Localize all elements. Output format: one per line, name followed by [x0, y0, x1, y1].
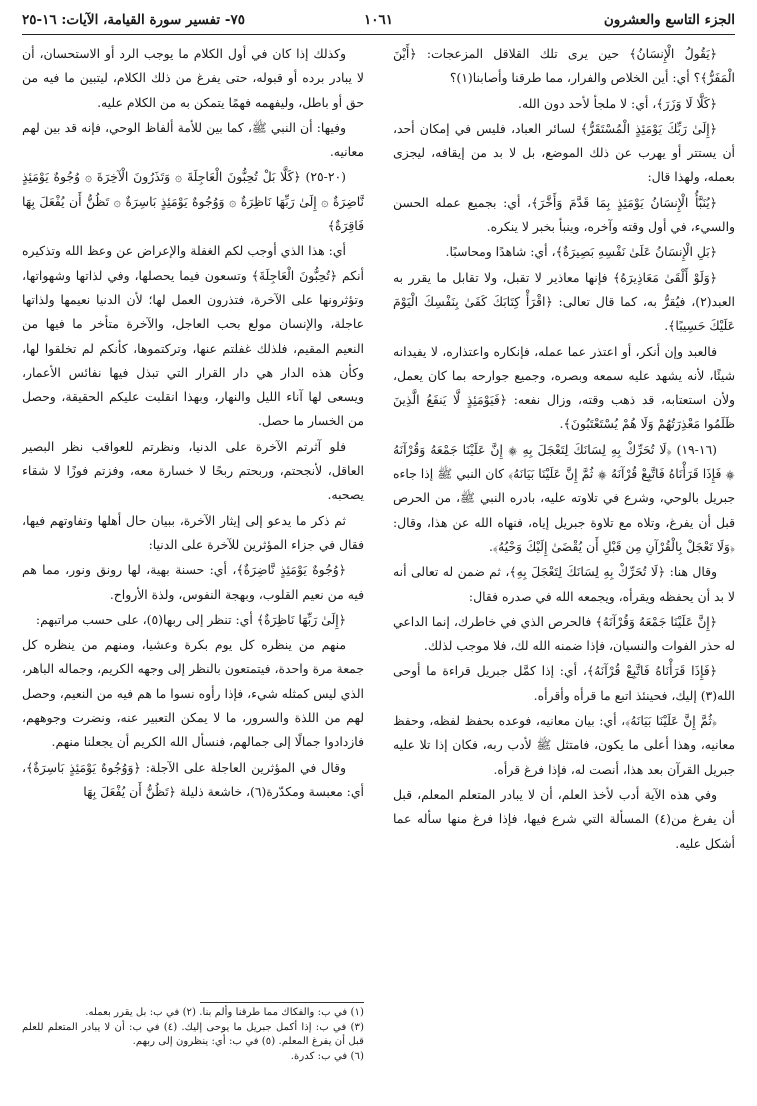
- paragraph: ﴿بَلِ الْإِنسَانُ عَلَىٰ نَفْسِهِ بَصِيرَةٌ﴾، أي: شاهدًا ومحاسبًا.: [445, 244, 717, 260]
- header-rule: [22, 34, 735, 35]
- paragraph: ﴿كَلَّا لَا وَزَرَ﴾، أي: لا ملجأ لأحد دون الله.: [518, 95, 717, 111]
- paragraph: ﴿يُنَبَّأُ الْإِنسَانُ يَوْمَئِذٍ بِمَا قَدَّمَ وَأَخَّرَ﴾، أي: بجميع عمله الحسن والسيء، في أول وقته وآخره، وينبأ بخبر لا ينكره.: [393, 194, 735, 235]
- paragraph: فلو آثرتم الآخرة على الدنيا، ونظرتم للعواقب نظر البصير العاقل، لأنجحتم، وربحتم ربحًا لا خسارة معه، وفزتم فوزًا لا شقاء يصحبه.: [22, 438, 364, 503]
- page-header: [22, 10, 735, 32]
- paragraph: (١٦-١٩) ﴿لَا تُحَرِّكْ بِهِ لِسَانَكَ لِتَعْجَلَ بِهِ ۞ إِنَّ عَلَيْنَا جَمْعَهُ وَقُرْآنَهُ ۞ فَإِذَا قَرَأْنَاهُ فَاتَّبِعْ قُرْآنَهُ ۞ ثُمَّ إِنَّ عَلَيْنَا بَيَانَهُ﴾ كان النبي ﷺ إذا جاءه جبريل بالوحي، وشرع في تلاوته عليه، بادره النبي ﷺ، من الحرص قبل أن يفرغ، وتلاه مع تلاوة جبريل إياه، فنهاه الله عن هذا، وقال: ﴿وَلَا تَعْجَلْ بِالْقُرْآنِ مِن قَبْلِ أَن يُقْضَىٰ إِلَيْكَ وَحْيُهُ﴾.: [393, 441, 735, 554]
- paragraph: ﴿ثُمَّ إِنَّ عَلَيْنَا بَيَانَهُ﴾، أي: بيان معانيه، فوعده بحفظ لفظه، وحفظ معانيه، وهذا أعلى ما يكون، فامتثل ﷺ لأدب ربه، فكان إذا تلا عليه جبريل القرآن بعد هذا، أنصت له، فإذا فرغ قرأه.: [393, 713, 735, 777]
- part-title: الجزء التاسع والعشرون: [603, 12, 735, 28]
- paragraph: وقال في المؤثرين العاجلة على الآجلة: ﴿وَوُجُوهٌ يَوْمَئِذٍ بَاسِرَةٌ﴾، أي: معبسة ومكدّرة(٦)، خاشعة ذليلة ﴿تَظُنُّ أَن يُفْعَلَ بِهَا: [22, 759, 364, 799]
- paragraph: (٢٠-٢٥) ﴿كَلَّا بَلْ تُحِبُّونَ الْعَاجِلَةَ ۞ وَتَذَرُونَ الْآخِرَةَ ۞ وُجُوهٌ يَوْمَئِذٍ نَّاضِرَةٌ ۞ إِلَىٰ رَبِّهَا نَاظِرَةٌ ۞ وَوُجُوهٌ يَوْمَئِذٍ بَاسِرَةٌ ۞ تَظُنُّ أَن يُفْعَلَ بِهَا فَاقِرَةٌ﴾: [22, 169, 364, 234]
- paragraph: ثم ذكر ما يدعو إلى إيثار الآخرة، ببيان حال أهلها وتفاوتهم فيها، فقال في جزاء المؤثرين للآخرة على الدنيا:: [22, 512, 364, 552]
- footnote-rule: [200, 1002, 364, 1003]
- paragraph: وفيها: أن النبي ﷺ، كما بين للأمة ألفاظ الوحي، فإنه قد بين لهم معانيه.: [22, 119, 364, 160]
- paragraph: ﴿وُجُوهٌ يَوْمَئِذٍ نَّاضِرَةٌ﴾، أي: حسنة بهية، لها رونق ونور، مما هم فيه من نعيم القلوب، وبهجة النفوس، ولذة الأرواح.: [22, 562, 364, 602]
- paragraph: ﴿إِنَّ عَلَيْنَا جَمْعَهُ وَقُرْآنَهُ﴾ فالحرص الذي في خاطرك، إنما الداعي له حذر الفوات والنسيان، فإذا ضمنه الله لك، فلا موجب لذلك.: [393, 613, 735, 654]
- paragraph: وفي هذه الآية أدب لأخذ العلم، أن لا يبادر المتعلم المعلم، قبل أن يفرغ من(٤) المسألة التي شرع فيها، فإذا فرغ منها سأله عما أشكل عليه.: [393, 786, 735, 851]
- footnote-line: (٦) في ب: كدرة.: [290, 1050, 364, 1062]
- left-column: [22, 42, 364, 1000]
- paragraph: منهم من ينظره كل يوم بكرة وعشيا، ومنهم من ينظره كل جمعة مرة واحدة، فيتمتعون بالنظر إلى وجهه الكريم، وجماله الباهر، الذي ليس كمثله شيء، فإذا رأوه نسوا ما هم فيه من النعيم، وحصل لهم من اللذة والسرور، ما لا يمكن التعبير عنه، ونضرت وجوههم، فازدادوا جمالًا إلى جمالهم، فنسأل الله الكريم أن يجعلنا منهم.: [22, 637, 364, 750]
- paragraph: وكذلك إذا كان في أول الكلام ما يوجب الرد أو الاستحسان، أن لا يبادر برده أو قبوله، حتى يفرغ من ذلك الكلام، ليتبين ما فيه من حق أو باطل، وليفهمه فهمًا يتمكن به من الكلام عليه.: [22, 46, 364, 110]
- page-number: ١٠٦١: [363, 12, 393, 28]
- paragraph: ﴿إِلَىٰ رَبِّهَا نَاظِرَةٌ﴾ أي: تنظر إلى ربها(٥)، على حسب مراتبهم:: [35, 611, 346, 627]
- paragraph: ﴿إِلَىٰ رَبِّكَ يَوْمَئِذٍ الْمُسْتَقَرُّ﴾ لسائر العباد، فليس في إمكان أحد، أن يستتر أو يهرب عن ذلك الموضع، بل لا بد من إيقافه، ليجزى بعمله، ولهذا قال:: [393, 120, 735, 185]
- footnote-line: (١) في ب: والفكاك مما طرقنا وألم بنا. (٢) في ب: بل يقرر بعمله.: [85, 1007, 364, 1018]
- paragraph: فالعبد وإن أنكر، أو اعتذر عما عمله، فإنكاره واعتذاره، لا يفيدانه شيئًا، لأنه يشهد عليه سمعه وبصره، وجميع جوارحه بما كان يعمل، ولأن استعتابه، قد ذهب وقته، وزال نفعه: ﴿فَيَوْمَئِذٍ لَّا يَنفَعُ الَّذِينَ ظَلَمُوا مَعْذِرَتُهُمْ وَلَا هُمْ يُسْتَعْتَبُونَ﴾.: [393, 343, 735, 432]
- paragraph: أي: هذا الذي أوجب لكم الغفلة والإعراض عن وعظ الله وتذكيره أنكم ﴿تُحِبُّونَ الْعَاجِلَةَ﴾ وتسعون فيما يحصلها، وفي لذاتها وشهواتها، وتؤثرونها على الآخرة، فتذرون العمل لها؛ لأن الدنيا نعيمها ولذاتها عاجلة، والإنسان مولع بحب العاجل، والآخرة متأخر ما فيها من النعيم المقيم، فلذلك غفلتم عنها، وتركتموها، كأنكم لم تخلقوا لها، وكأن هذه الدار هي دار القرار التي تبذل فيها نفائس الأعمار، ويسعى لها آناء الليل والنهار، وبهذا انقلبت عليكم الحقيقة، وحصل من الخسار ما حصل.: [22, 243, 364, 429]
- footnotes: [22, 1006, 364, 1064]
- paragraph: ﴿فَإِذَا قَرَأْنَاهُ فَاتَّبِعْ قُرْآنَهُ﴾، أي: إذا كمَّل جبريل قراءة ما أوحى الله(٣) إليك، فحينئذ اتبع ما قرأه وأقرأه.: [393, 663, 735, 703]
- footnote-line: (٣) في ب: إذا أكمل جبريل ما يوحى إليك. (٤) في ب: أن لا يبادر المتعلم للعلم قبل أن يفرغ المعلم. (٥) في ب: أي: ينظرون إلى ربهم.: [22, 1021, 364, 1048]
- right-column: [393, 42, 735, 1102]
- paragraph: وقال هنا: ﴿لَا تُحَرِّكْ بِهِ لِسَانَكَ لِتَعْجَلَ بِهِ﴾، ثم ضمن له تعالى أنه لا بد أن يحفظه ويقرأه، ويجمعه الله في صدره فقال:: [393, 564, 735, 604]
- paragraph: ﴿يَقُولُ الْإِنسَانُ﴾ حين يرى تلك القلاقل المزعجات: ﴿أَيْنَ الْمَفَرُّ﴾؟ أي: أين الخلاص والفرار، مما طرقنا وأصابنا(١)؟: [393, 46, 735, 86]
- paragraph: ﴿وَلَوْ أَلْقَىٰ مَعَاذِيرَهُ﴾ فإنها معاذير لا تقبل، ولا تقابل ما يقرر به العبد(٢)، فيُقرُّ به، كما قال تعالى: ﴿اقْرَأْ كِتَابَكَ كَفَىٰ بِنَفْسِكَ الْيَوْمَ عَلَيْكَ حَسِيبًا﴾.: [393, 269, 735, 334]
- section-title: ٧٥- تفسير سورة القيامة، الآيات: ١٦-٢٥: [22, 12, 246, 28]
